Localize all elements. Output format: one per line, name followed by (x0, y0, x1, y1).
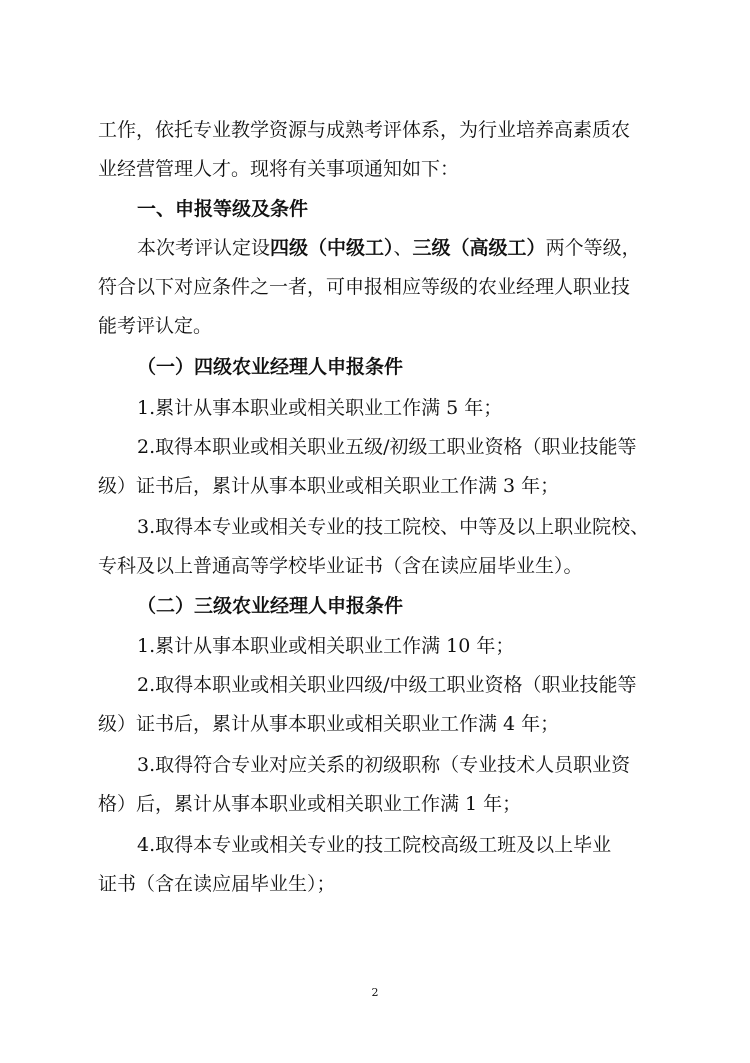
level-four-text: 四级（中级工） (270, 237, 394, 259)
paragraph-line: 符合以下对应条件之一者，可申报相应等级的农业经理人职业技 (98, 276, 631, 298)
list-item-continuation: 级）证书后，累计从事本职业或相关职业工作满 4 年； (98, 713, 560, 735)
text-run: 本次考评认定设 (137, 237, 271, 259)
level-three-text: 三级（高级工） (412, 237, 546, 259)
page-number: 2 (371, 986, 379, 999)
paragraph-line: 工作，依托专业教学资源与成熟考评体系，为行业培养高素质农 (98, 119, 631, 141)
list-item: 4.取得本专业或相关专业的技工院校高级工班及以上毕业 (137, 834, 612, 856)
subsection-heading: （一）四级农业经理人申报条件 (137, 356, 404, 378)
list-item-continuation: 专科及以上普通高等学校毕业证书（含在读应届毕业生）。 (98, 555, 583, 577)
list-item: 1.累计从事本职业或相关职业工作满 10 年； (137, 635, 515, 657)
list-item-continuation: 证书（含在读应届毕业生）； (98, 873, 336, 895)
list-item: 3.取得符合专业对应关系的初级职称（专业技术人员职业资 (137, 754, 631, 776)
subsection-heading: （二）三级农业经理人申报条件 (137, 595, 404, 617)
list-item: 1.累计从事本职业或相关职业工作满 5 年； (137, 397, 503, 419)
list-item-continuation: 级）证书后，累计从事本职业或相关职业工作满 3 年； (98, 475, 560, 497)
paragraph-line: 业经营管理人才。现将有关事项通知如下： (98, 158, 460, 180)
text-run: 两个等级， (545, 237, 641, 259)
text-run: 、 (393, 237, 413, 259)
paragraph-line (137, 234, 750, 262)
list-item: 2.取得本职业或相关职业四级/中级工职业资格（职业技能等 (137, 674, 637, 696)
paragraph-line: 能考评认定。 (98, 315, 213, 337)
list-item: 3.取得本专业或相关专业的技工院校、中等及以上职业院校、 (137, 516, 650, 538)
section-heading: 一、申报等级及条件 (137, 198, 309, 220)
list-item: 2.取得本职业或相关职业五级/初级工职业资格（职业技能等 (137, 436, 637, 458)
list-item-continuation: 格）后，累计从事本职业或相关职业工作满 1 年； (98, 793, 522, 815)
